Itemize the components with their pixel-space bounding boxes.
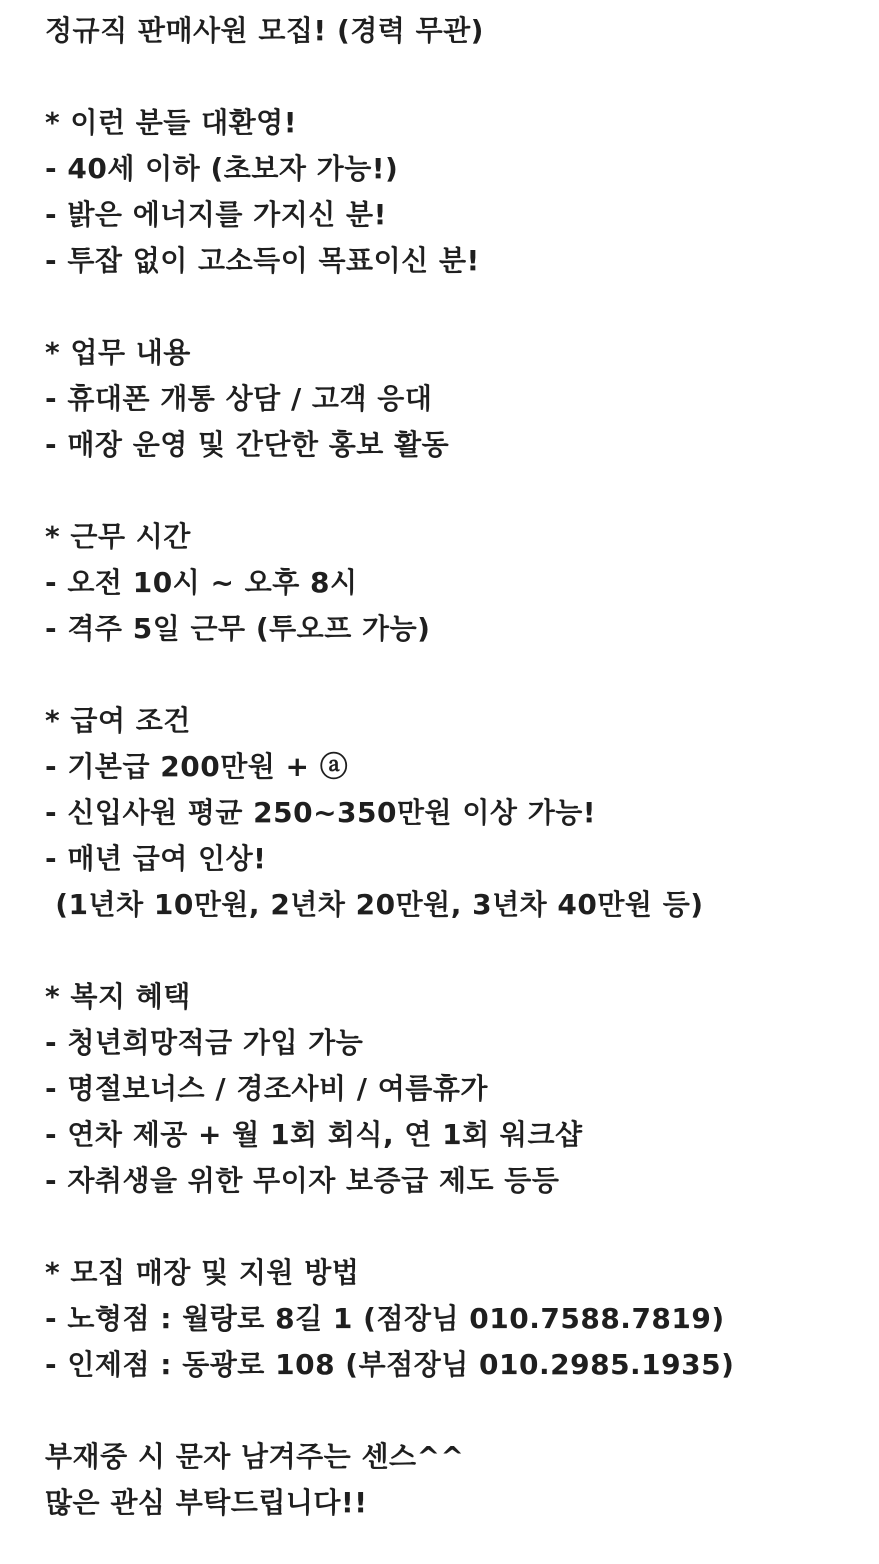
list-item: - 투잡 없이 고소득이 목표이신 분! xyxy=(45,244,480,277)
list-item: - 명절보너스 / 경조사비 / 여름휴가 xyxy=(45,1072,488,1105)
section-header: * 복지 혜택 xyxy=(45,980,191,1013)
list-item: - 청년희망적금 가입 가능 xyxy=(45,1026,364,1059)
list-item: - 신입사원 평균 250~350만원 이상 가능! xyxy=(45,796,597,829)
footer-note: 많은 관심 부탁드립니다!! xyxy=(45,1486,368,1519)
list-item: - 자취생을 위한 무이자 보증급 제도 등등 xyxy=(45,1164,560,1197)
list-item: - 40세 이하 (초보자 가능!) xyxy=(45,152,399,185)
list-item-sub: (1년차 10만원, 2년차 20만원, 3년차 40만원 등) xyxy=(45,888,704,921)
list-item: - 기본급 200만원 + ⓐ xyxy=(45,750,349,783)
section-header: * 급여 조건 xyxy=(45,704,191,737)
list-item: - 연차 제공 + 월 1회 회식, 연 1회 워크샵 xyxy=(45,1118,583,1151)
footer-notes xyxy=(45,1434,849,1526)
section-benefits xyxy=(45,974,849,1204)
section-hours xyxy=(45,514,849,652)
list-item: - 인제점 : 동광로 108 (부점장님 010.2985.1935) xyxy=(45,1348,735,1381)
list-item: - 노형점 : 월랑로 8길 1 (점장님 010.7588.7819) xyxy=(45,1302,725,1335)
section-pay xyxy=(45,698,849,928)
list-item: - 휴대폰 개통 상담 / 고객 응대 xyxy=(45,382,433,415)
list-item: - 밝은 에너지를 가지신 분! xyxy=(45,198,387,231)
list-item: - 오전 10시 ~ 오후 8시 xyxy=(45,566,358,599)
section-welcome xyxy=(45,100,849,284)
list-item: - 매장 운영 및 간단한 홍보 활동 xyxy=(45,428,450,461)
section-header: * 이런 분들 대환영! xyxy=(45,106,297,139)
section-header: * 업무 내용 xyxy=(45,336,191,369)
section-header: * 근무 시간 xyxy=(45,520,191,553)
section-duties xyxy=(45,330,849,468)
list-item: - 매년 급여 인상! xyxy=(45,842,267,875)
footer-note: 부재중 시 문자 남겨주는 센스^^ xyxy=(45,1440,465,1473)
section-header: * 모집 매장 및 지원 방법 xyxy=(45,1256,360,1289)
page-title: 정규직 판매사원 모집! (경력 무관) xyxy=(45,14,484,47)
section-apply xyxy=(45,1250,849,1388)
list-item: - 격주 5일 근무 (투오프 가능) xyxy=(45,612,431,645)
